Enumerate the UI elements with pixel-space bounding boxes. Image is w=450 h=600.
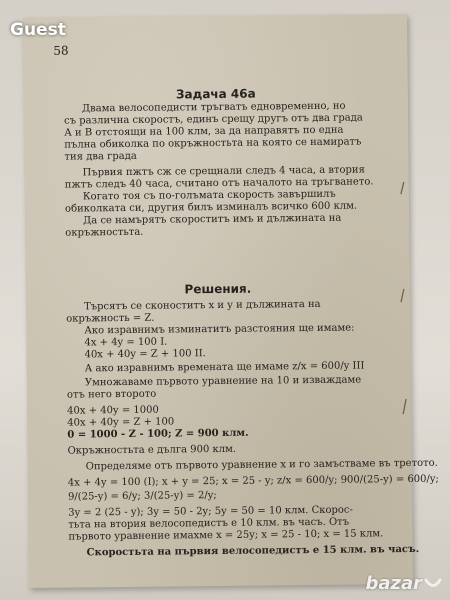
solution-line: Умножаваме първото уравнение на 10 и изваждаме [84,374,362,389]
solution-line: Окръжностьта е дълга 900 клм. [67,443,237,457]
page-number: 58 [53,43,69,58]
solution-line: тьта на втория велосопедистъ е 10 клм. въ часъ. Отъ [68,516,350,531]
solution-line: 40x + 40y = 1000 [67,404,159,417]
problem-line: Да се намърятъ скороститъ имъ и дължината на [83,212,342,227]
solution-line: 40x + 40y = Z + 100 [67,416,175,429]
solution-line: Скоростьта на първия велосопедистъ е 15 клм. въ часъ. [86,543,420,559]
solution-line: Определяме отъ първото уравнение x и го замъстваме въ третото. [85,457,438,473]
solution-line: 3y = 2 (25 - y); 3y = 50 - 2y; 5y = 50 = 10 клм. Скорос- [68,504,353,519]
problem-line: пжтъ следъ 40 часа, считано отъ началото на тръгването. [64,176,374,191]
solution-line: 4x + 4y = 100 (I); x + y = 25; x = 25 - y; z/x = 600/y; 900/(25-y) = 600/y; [67,473,439,489]
problem-line: Когато тоя съ по-голъмата скорость завършилъ [82,188,336,203]
solution-title: Решения. [184,281,252,297]
watermark-text: bazar [365,573,422,594]
solution-line: Ако изравнимъ изминатитъ разстояния ще имаме: [84,322,355,337]
guest-label: Guest [10,20,66,40]
problem-line: съ различна скоростъ, единъ срещу другъ отъ два града [64,112,363,127]
problem-line: А и В отстоящи на 100 клм, за да направятъ по една [64,124,344,139]
solution-line: 0 = 1000 - Z - 100; Z = 900 клм. [67,427,249,441]
solution-line: окръжность = Z. [66,312,155,325]
smile-icon [424,577,442,591]
book-page [23,14,439,588]
solution-line: отъ него второто [66,388,157,401]
problem-line: Двама велосопедисти тръгватъ едновременно, но [81,100,346,115]
solution-line: Търсятъ се сконоститъ x и y и дължината на [83,298,321,313]
problem-line: окръжностьта. [65,226,144,239]
problem-line: тия два града [64,150,137,163]
solution-line: 40x + 40y = Z + 100 II. [84,348,206,361]
solution-line: А ако изравнимъ времената ще имаме z/x = 600/y III [84,360,365,375]
watermark [365,573,442,594]
solution-line: 9/(25-y) = 6/y; 3/(25-y) = 2/y; [67,490,217,503]
problem-line: обиколката си, другия билъ изминалъ всичко 600 клм. [64,200,358,215]
problem-line: Първия пжтъ сж се срещнали следъ 4 часа, а втория [82,164,365,179]
solution-line: първото уравнение имахме x = 25y; x = 25 - 10; x = 15 клм. [68,528,384,543]
solution-line: 4x + 4y = 100 I. [84,336,168,349]
problem-line: пълна обиколка по окръжностьта на която се намиратъ [64,136,362,151]
problem-title: Задача 46а [175,86,256,102]
